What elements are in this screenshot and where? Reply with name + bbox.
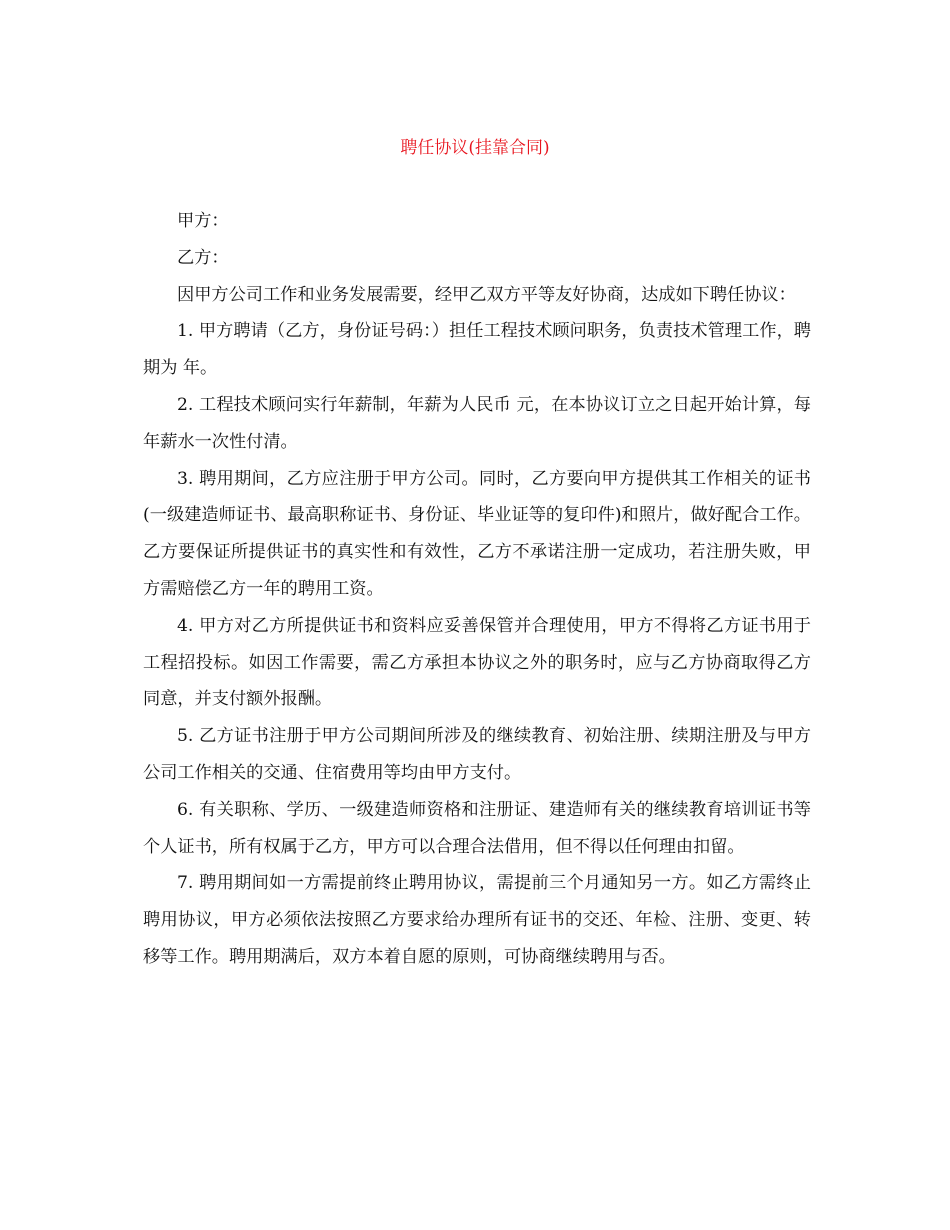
clause-5: 5. 乙方证书注册于甲方公司期间所涉及的继续教育、初始注册、续期注册及与甲方公司工作相关的交通、住宿费用等均由甲方支付。 (143, 726, 811, 783)
clause-1: 1. 甲方聘请（乙方，身份证号码：）担任工程技术顾问职务，负责技术管理工作，聘期为 年。 (143, 321, 811, 379)
clause-7: 7. 聘用期间如一方需提前终止聘用协议，需提前三个月通知另一方。如乙方需终止聘用协议，甲方必须依法按照乙方要求给办理所有证书的交还、年检、注册、变更、转移等工作。聘用期满后，双方本着自愿的原则，可协商继续聘用与否。 (143, 873, 811, 967)
party-a-line: 甲方： (177, 211, 229, 231)
clause-2: 2. 工程技术顾问实行年薪制，年薪为人民币 元，在本协议订立之日起开始计算，每年薪水一次性付清。 (143, 394, 811, 452)
document-body (143, 203, 811, 976)
clause-3: 3. 聘用期间，乙方应注册于甲方公司。同时，乙方要向甲方提供其工作相关的证书(一级建造师证书、最高职称证书、身份证、毕业证等的复印件)和照片，做好配合工作。乙方要保证所提供证书的真实性和有效性，乙方不承诺注册一定成功，若注册失败，甲方需赔偿乙方一年的聘用工资。 (143, 468, 811, 599)
clause-6: 6. 有关职称、学历、一级建造师资格和注册证、建造师有关的继续教育培训证书等个人证书，所有权属于乙方，甲方可以合理合法借用，但不得以任何理由扣留。 (143, 799, 811, 857)
document-title: 聘任协议(挂靠合同) (400, 138, 550, 158)
party-b-line: 乙方： (177, 247, 229, 268)
intro-paragraph: 因甲方公司工作和业务发展需要，经甲乙双方平等友好协商，达成如下聘任协议： (177, 284, 796, 305)
clause-4: 4. 甲方对乙方所提供证书和资料应妥善保管并合理使用，甲方不得将乙方证书用于工程招投标。如因工作需要，需乙方承担本协议之外的职务时，应与乙方协商取得乙方同意，并支付额外报酬。 (143, 615, 811, 710)
